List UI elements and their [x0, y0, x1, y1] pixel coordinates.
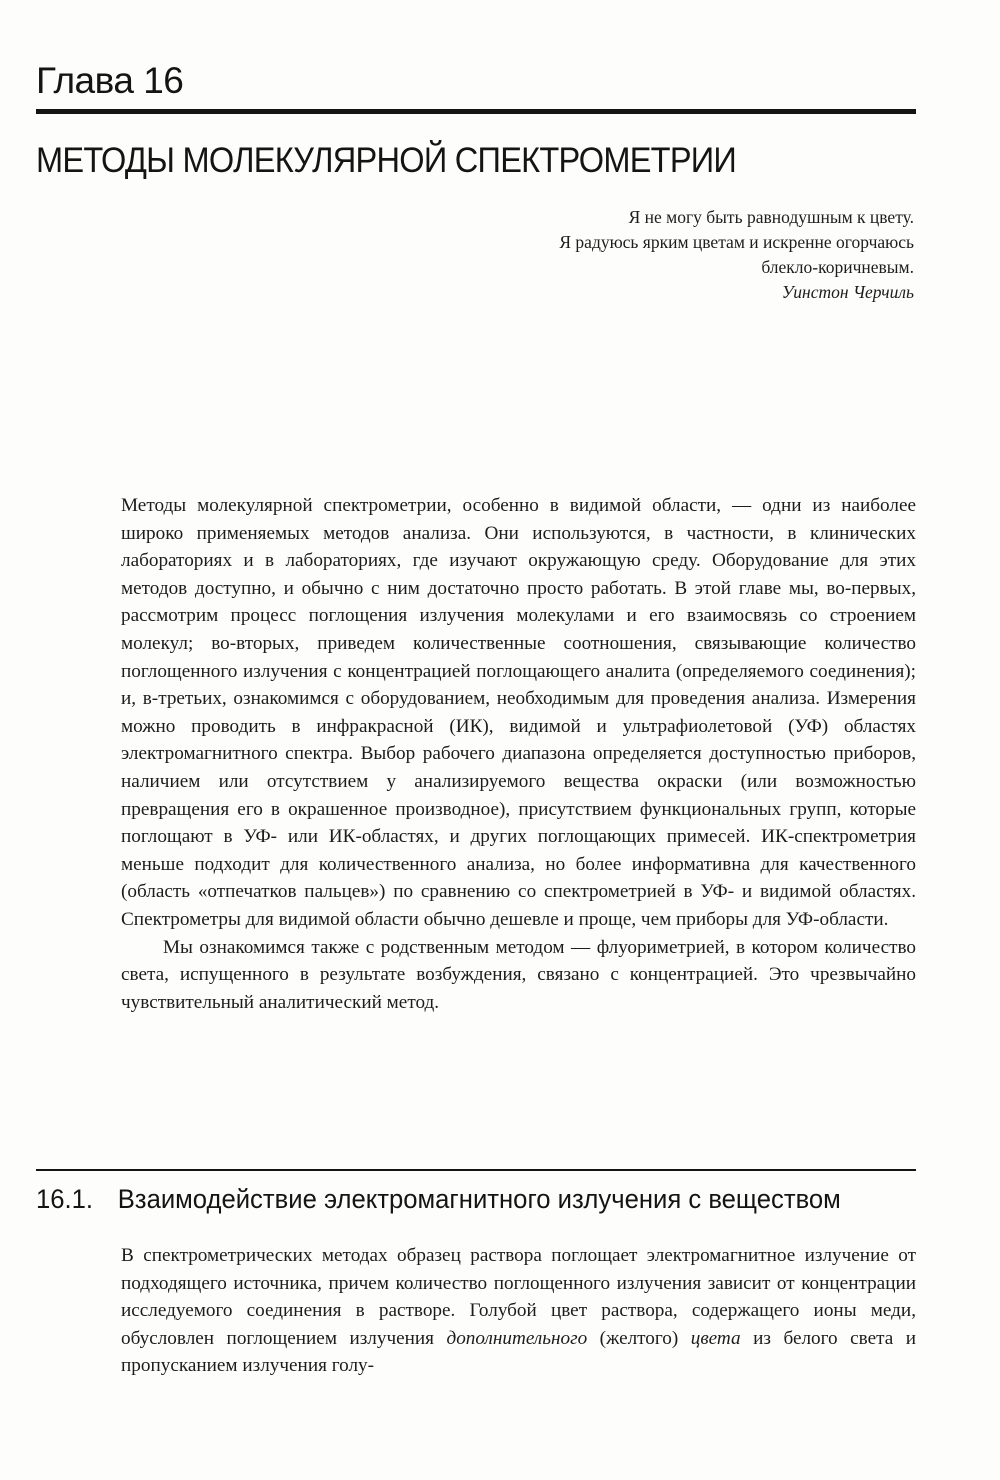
intro-paragraph-1: Методы молекулярной спектрометрии, особенно в видимой области, — одни из наиболее широко применяемых методов анализа. Они используются, в частности, в клинических лабораториях и в лабораториях, где изучают окружающую среду. Оборудование для этих методов доступно, и обычно с ним достаточно просто работать. В этой главе мы, во-первых, рассмотрим процесс поглощения излучения молекулами и его взаимосвязь со строением молекул; во-вторых, приведем количественные соотношения, связывающие количество поглощенного излучения с концентрацией поглощающего аналита (определяемого соединения); и, в-третьих, ознакомимся с оборудованием, необходимым для проведения анализа. Измерения можно проводить в инфракрасной (ИК), видимой и ультрафиолетовой (УФ) областях электромагнитного спектра. Выбор рабочего диапазона определяется доступностью приборов, наличием или отсутствием у анализируемого вещества окраски (или возможностью превращения его в окрашенное производное), присутствием функциональных групп, которые поглощают в УФ- или ИК-областях, и других поглощающих примесей. ИК-спектрометрия меньше подходит для количественного анализа, но более информативна для качественного (область «отпечатков пальцев») по сравнению со спектрометрией в УФ- и видимой областях. Спектрометры для видимой области обычно дешевле и проще, чем приборы для УФ-области. [121, 495, 916, 930]
chapter-title: МЕТОДЫ МОЛЕКУЛЯРНОЙ СПЕКТРОМЕТРИИ [36, 141, 737, 180]
section-text-emphasis: дополнительного [446, 1327, 588, 1349]
chapter-label: Глава 16 [36, 60, 184, 101]
section-text-part: (желтого) [587, 1327, 691, 1349]
section-paragraph [121, 1242, 916, 1380]
epigraph-author: Уинстон Черчиль [781, 282, 914, 302]
section-title: Взаимодействие электромагнитного излучения с веществом [117, 1184, 841, 1214]
intro-paragraph-2: Мы ознакомимся также с родственным методом — флуориметрией, в котором количество света, испущенного в результате возбуждения, связано с концентрацией. Это чрезвычайно чувствительный аналитический метод. [121, 936, 916, 1013]
section-text-part: из белого света и пропусканием излучения голу- [121, 1327, 916, 1377]
epigraph [559, 205, 914, 305]
section-heading [36, 1186, 891, 1213]
section-text [121, 1242, 916, 1380]
section-text-part: В спектрометрических методах образец раствора поглощает электромагнитное излучение от подходящего источника, причем количество поглощенного излучения зависит от концентрации исследуемого соединения в растворе. Голубой цвет раствора, содержащего ионы меди, обусловлен поглощением излучения [121, 1245, 916, 1349]
epigraph-line: Я не могу быть равнодушным к цвету. [628, 207, 914, 227]
section-number: 16.1. [36, 1184, 94, 1214]
intro-text [121, 492, 916, 1016]
chapter-rule [36, 109, 916, 114]
epigraph-line: блекло-коричневым. [761, 257, 914, 277]
section-text-emphasis: цвета [690, 1327, 741, 1349]
epigraph-line: Я радуюсь ярким цветам и искренне огорчаюсь [559, 232, 914, 252]
section-rule [36, 1169, 916, 1171]
